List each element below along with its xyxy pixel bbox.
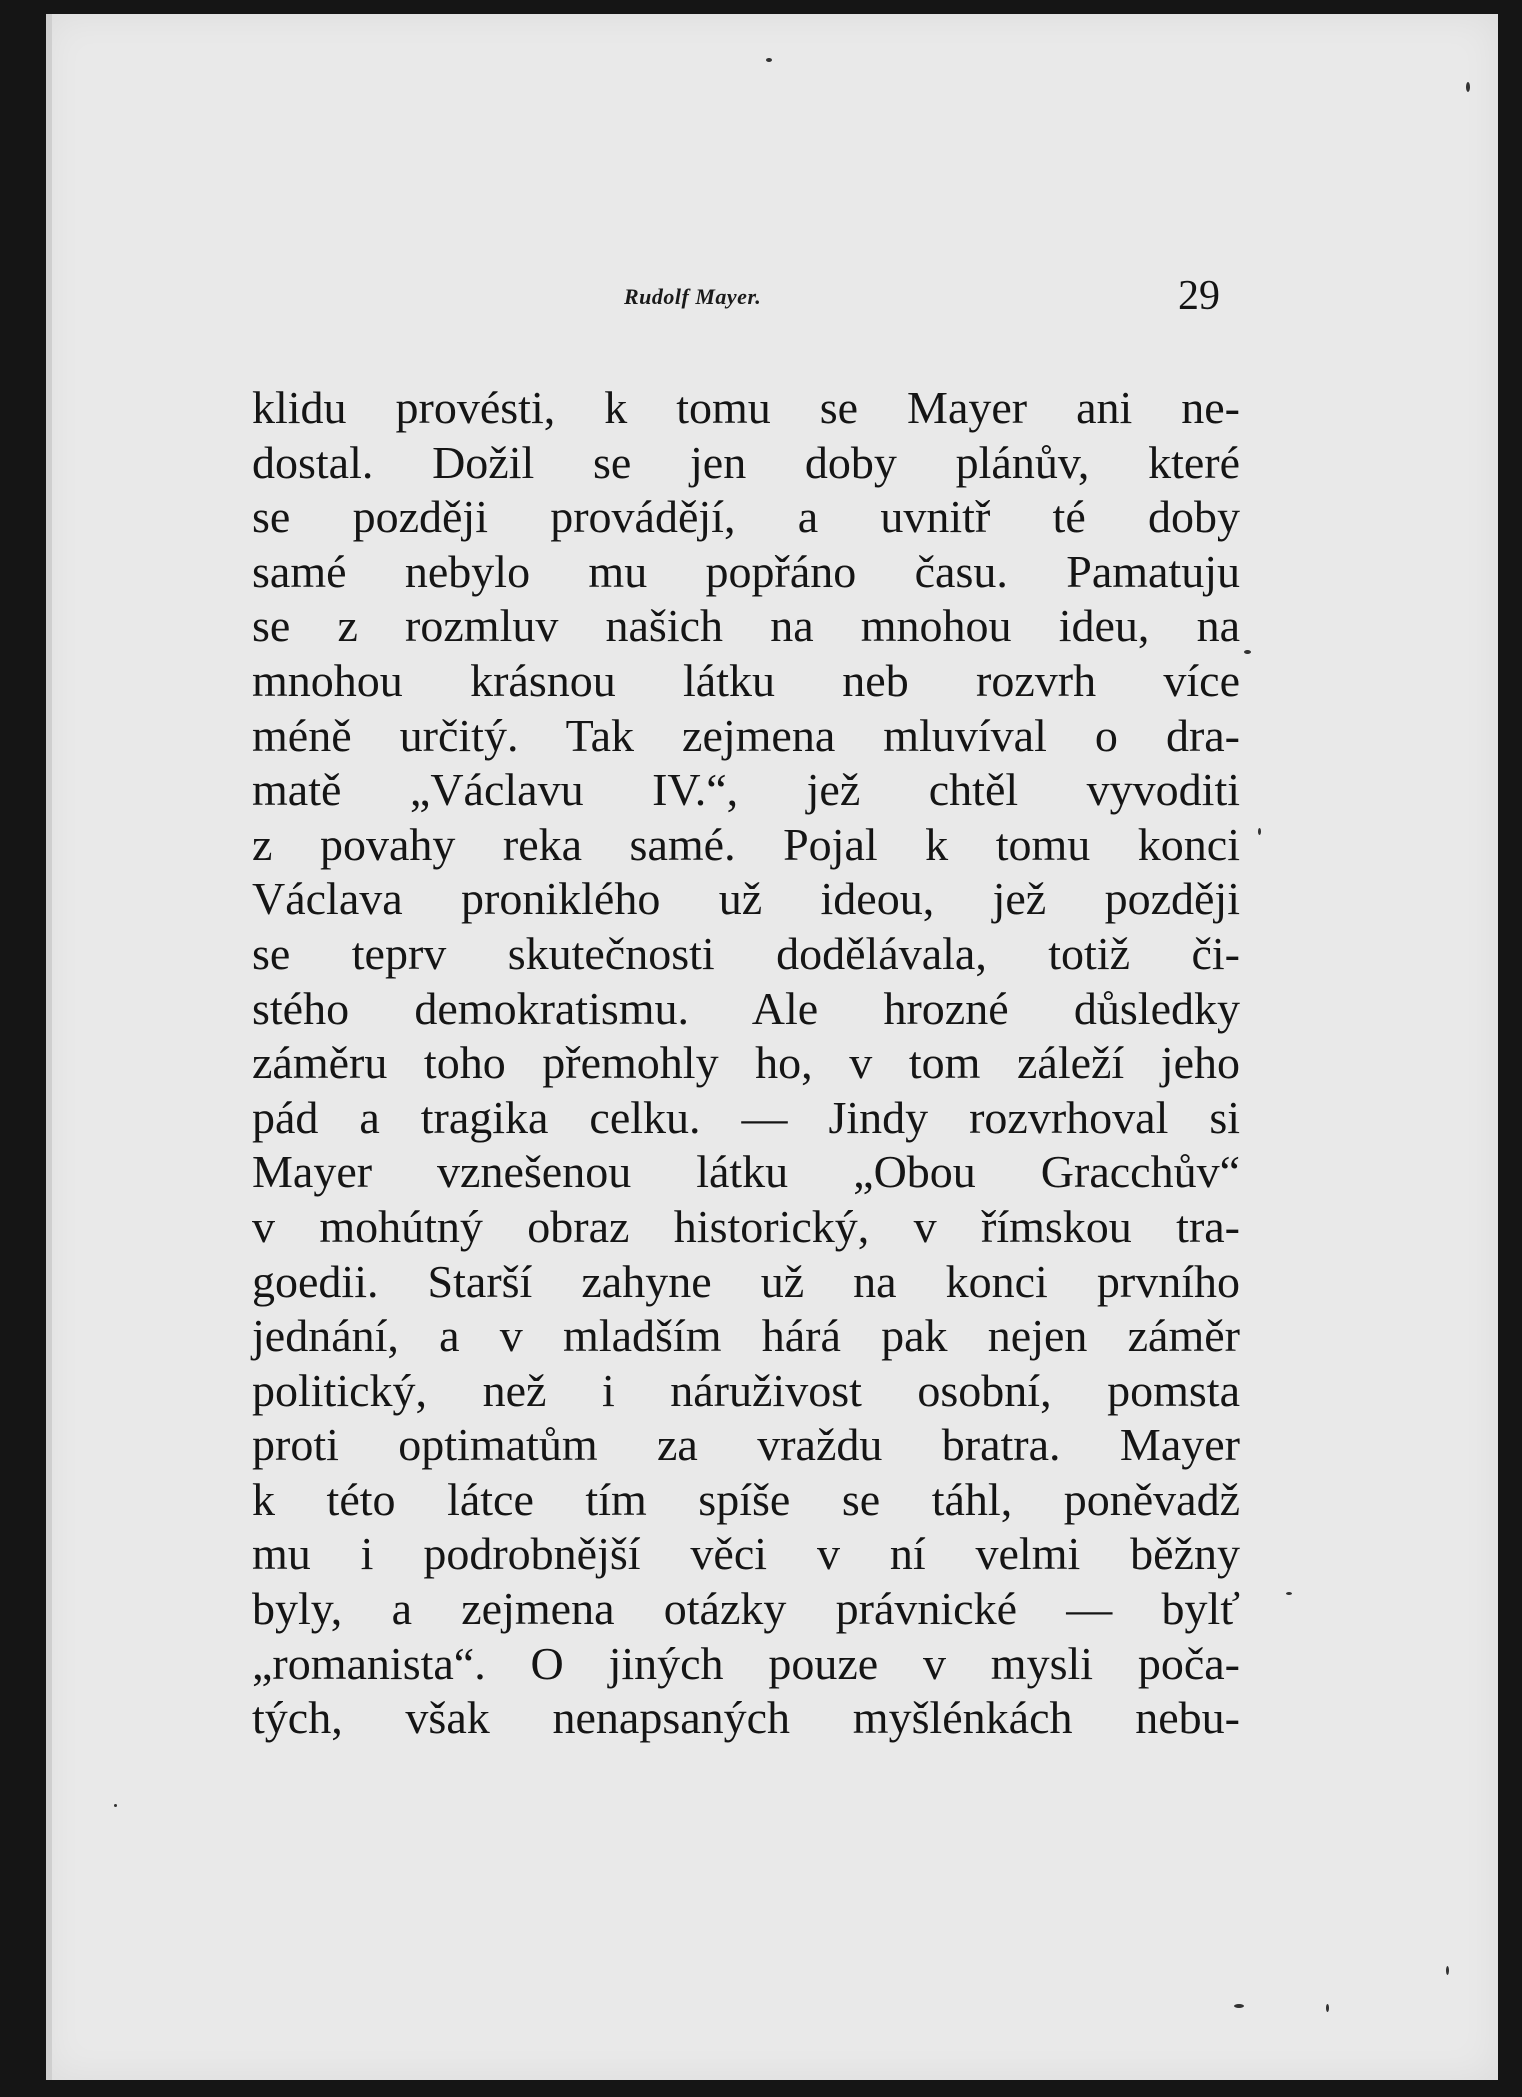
- text-line: k této látce tím spíše se táhl, poněvadž: [252, 1473, 1240, 1525]
- text-line: dostal. Dožil se jen doby plánův, které: [252, 436, 1240, 488]
- text-line: Václava proniklého už ideou, jež později: [252, 873, 1240, 925]
- text-line: byly, a zejmena otázky právnické — bylť: [252, 1583, 1240, 1635]
- text-line: méně určitý. Tak zejmena mluvíval o dra-: [252, 709, 1240, 761]
- text-line: politický, než i náruživost osobní, pomsta: [252, 1364, 1240, 1416]
- text-line: goedii. Starší zahyne už na konci prvního: [252, 1255, 1240, 1307]
- dust-speck: [766, 58, 772, 62]
- text-line: mnohou krásnou látku neb rozvrh více: [252, 654, 1240, 706]
- running-title: Rudolf Mayer.: [624, 284, 762, 309]
- dust-speck: [1446, 1966, 1449, 1975]
- text-line: pád a tragika celku. — Jindy rozvrhoval si: [252, 1091, 1240, 1143]
- text-line: tých, však nenapsaných myšlénkách nebu-: [252, 1692, 1240, 1744]
- text-line: stého demokratismu. Ale hrozné důsledky: [252, 982, 1240, 1034]
- dust-speck: [114, 1804, 117, 1807]
- text-line: záměru toho přemohly ho, v tom záleží jeho: [252, 1037, 1240, 1089]
- dust-speck: [1326, 2004, 1329, 2012]
- text-line: se později provádějí, a uvnitř té doby: [252, 491, 1240, 543]
- text-line: se z rozmluv našich na mnohou ideu, na: [252, 600, 1240, 652]
- dust-speck: [1466, 82, 1470, 92]
- page-number: 29: [1178, 273, 1220, 319]
- text-line: v mohútný obraz historický, v římskou tra-: [252, 1200, 1240, 1252]
- page-sheet: [46, 14, 1498, 2080]
- text-line: mu i podrobnější věci v ní velmi běžny: [252, 1528, 1240, 1580]
- dust-speck: [1258, 828, 1261, 835]
- text-line: „romanista“. O jiných pouze v mysli poča-: [252, 1637, 1240, 1689]
- text-line: samé nebylo mu popřáno času. Pamatuju: [252, 545, 1240, 597]
- text-line: jednání, a v mladším hárá pak nejen záměr: [252, 1310, 1240, 1362]
- text-line: z povahy reka samé. Pojal k tomu konci: [252, 818, 1240, 870]
- dust-speck: [1234, 2004, 1244, 2008]
- text-line: matě „Václavu IV.“, jež chtěl vyvoditi: [252, 764, 1240, 816]
- text-line: proti optimatům za vraždu bratra. Mayer: [252, 1419, 1240, 1471]
- running-header: [46, 272, 1498, 332]
- dust-speck: [1286, 1592, 1292, 1595]
- dust-speck: [1244, 650, 1251, 654]
- text-line: klidu provésti, k tomu se Mayer ani ne-: [252, 382, 1240, 433]
- body-text: [252, 381, 1240, 1746]
- text-line: Mayer vznešenou látku „Obou Gracchův“: [252, 1146, 1240, 1198]
- text-line: se teprv skutečnosti dodělávala, totiž či-: [252, 927, 1240, 979]
